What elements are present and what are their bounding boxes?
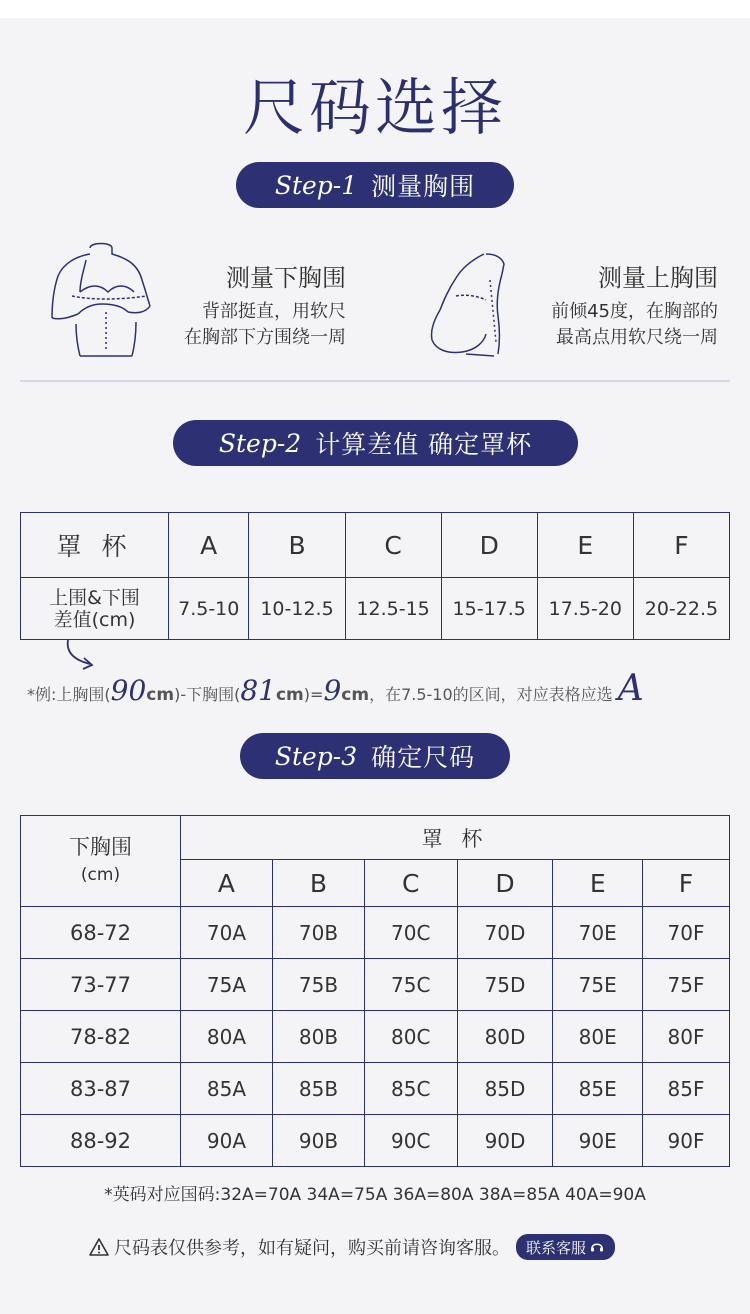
step1-banner <box>236 162 514 208</box>
cup-header-cell: C <box>345 513 441 578</box>
cup-letter-cell: C <box>364 860 457 907</box>
section-divider <box>20 380 730 382</box>
size-cell: 70D <box>457 907 553 959</box>
cup-letter-cell: D <box>457 860 553 907</box>
size-cell: 85D <box>457 1063 553 1115</box>
size-cell: 75C <box>364 959 457 1011</box>
diff-cell: 15-17.5 <box>441 578 537 640</box>
upper-bust-title: 测量上胸围 <box>598 264 718 292</box>
diff-cell: 17.5-20 <box>537 578 633 640</box>
cup-span-header: 罩 杯 <box>181 816 730 860</box>
size-cell: 70C <box>364 907 457 959</box>
cup-header-cell: A <box>169 513 249 578</box>
cup-table <box>20 512 730 640</box>
table-row <box>21 1063 730 1115</box>
cup-table-diff-row <box>21 578 730 640</box>
size-table-header-row <box>21 816 730 860</box>
step1-tag: Step-1 <box>274 170 358 200</box>
example-diff-value: 9 <box>323 674 342 707</box>
table-row <box>21 1115 730 1167</box>
size-cell: 90B <box>272 1115 364 1167</box>
size-cell: 70F <box>643 907 730 959</box>
size-cell: 80F <box>643 1011 730 1063</box>
upper-bust-desc-line1: 前倾45度，在胸部的 <box>551 301 718 322</box>
cup-letter-cell: A <box>181 860 273 907</box>
diff-label-line2: 差值(cm) <box>53 608 136 631</box>
cup-header-cell: E <box>537 513 633 578</box>
diff-cell: 7.5-10 <box>169 578 249 640</box>
diff-cell: 10-12.5 <box>249 578 345 640</box>
step2-label: 计算差值 确定罩杯 <box>315 430 533 459</box>
example-note <box>27 668 644 709</box>
size-cell: 80B <box>272 1011 364 1063</box>
upper-bust-desc-line2: 最高点用软尺绕一周 <box>556 327 718 348</box>
size-table <box>20 815 730 1167</box>
cup-letter-cell: E <box>553 860 643 907</box>
under-bust-desc-line1: 背部挺直，用软尺 <box>202 301 346 322</box>
under-bust-desc <box>184 299 346 351</box>
step1-label: 测量胸围 <box>371 172 476 201</box>
size-cell: 75D <box>457 959 553 1011</box>
size-cell: 90F <box>643 1115 730 1167</box>
diff-label-cell <box>21 578 169 640</box>
cup-letter-cell: B <box>272 860 364 907</box>
contact-service-button[interactable] <box>516 1234 615 1260</box>
headset-icon <box>589 1239 605 1255</box>
range-cell: 83-87 <box>21 1063 181 1115</box>
size-cell: 85C <box>364 1063 457 1115</box>
size-cell: 75B <box>272 959 364 1011</box>
size-cell: 85B <box>272 1063 364 1115</box>
size-cell: 70B <box>272 907 364 959</box>
example-unit: cm <box>146 685 175 705</box>
size-cell: 80C <box>364 1011 457 1063</box>
size-cell: 90E <box>553 1115 643 1167</box>
example-unit: cm <box>341 685 370 705</box>
example-suffix: ，在7.5-10的区间，对应表格应选 <box>369 685 613 704</box>
table-row <box>21 1011 730 1063</box>
step2-banner <box>173 420 578 466</box>
size-cell: 70E <box>553 907 643 959</box>
cup-header-cell: D <box>441 513 537 578</box>
under-bust-header-unit: (cm) <box>80 865 121 885</box>
under-bust-figure-icon <box>50 240 160 358</box>
step2-tag: Step-2 <box>218 428 302 458</box>
warning-icon <box>88 1237 110 1257</box>
example-unit: cm <box>275 685 304 705</box>
step3-tag: Step-3 <box>274 741 358 771</box>
under-bust-header-label: 下胸围 <box>69 835 132 859</box>
size-cell: 75E <box>553 959 643 1011</box>
cup-letter-cell: F <box>643 860 730 907</box>
table-row <box>21 907 730 959</box>
under-bust-title: 测量下胸围 <box>226 264 346 292</box>
example-eq: )= <box>303 685 324 704</box>
size-cell: 80D <box>457 1011 553 1063</box>
size-cell: 85F <box>643 1063 730 1115</box>
table-row <box>21 959 730 1011</box>
example-under-value: 81 <box>240 674 276 707</box>
cup-header-cell: B <box>249 513 345 578</box>
upper-bust-desc <box>551 299 718 351</box>
size-cell: 75A <box>181 959 273 1011</box>
example-result: A <box>617 668 644 709</box>
uk-size-note: *英码对应国码:32A=70A 34A=75A 36A=80A 38A=85A 40A=90A <box>104 1185 646 1205</box>
diff-label-line1: 上围&下围 <box>49 586 140 609</box>
size-cell: 90C <box>364 1115 457 1167</box>
contact-service-label: 联系客服 <box>526 1238 587 1257</box>
size-cell: 75F <box>643 959 730 1011</box>
upper-bust-figure-icon <box>426 250 522 362</box>
size-cell: 80A <box>181 1011 273 1063</box>
range-cell: 68-72 <box>21 907 181 959</box>
under-bust-header <box>21 816 181 907</box>
diff-cell: 12.5-15 <box>345 578 441 640</box>
under-bust-desc-line2: 在胸部下方围绕一周 <box>184 327 346 348</box>
page-title: 尺码选择 <box>242 71 507 144</box>
cup-table-header-row <box>21 513 730 578</box>
step3-banner <box>240 733 510 779</box>
range-cell: 78-82 <box>21 1011 181 1063</box>
size-cell: 85A <box>181 1063 273 1115</box>
size-cell: 85E <box>553 1063 643 1115</box>
size-cell: 90A <box>181 1115 273 1167</box>
range-cell: 73-77 <box>21 959 181 1011</box>
curved-arrow-icon <box>60 638 100 672</box>
footer-notice <box>88 1234 615 1260</box>
size-cell: 80E <box>553 1011 643 1063</box>
size-cell: 70A <box>181 907 273 959</box>
size-cell: 90D <box>457 1115 553 1167</box>
diff-cell: 20-22.5 <box>633 578 729 640</box>
cup-header-cell: F <box>633 513 729 578</box>
step3-label: 确定尺码 <box>371 743 476 772</box>
example-mid: )-下胸围( <box>174 685 241 704</box>
range-cell: 88-92 <box>21 1115 181 1167</box>
footer-text: 尺码表仅供参考，如有疑问，购买前请咨询客服。 <box>114 1238 510 1259</box>
cup-header-label: 罩 杯 <box>21 513 169 578</box>
example-upper-value: 90 <box>110 674 147 707</box>
example-prefix: *例:上胸围( <box>27 685 111 704</box>
